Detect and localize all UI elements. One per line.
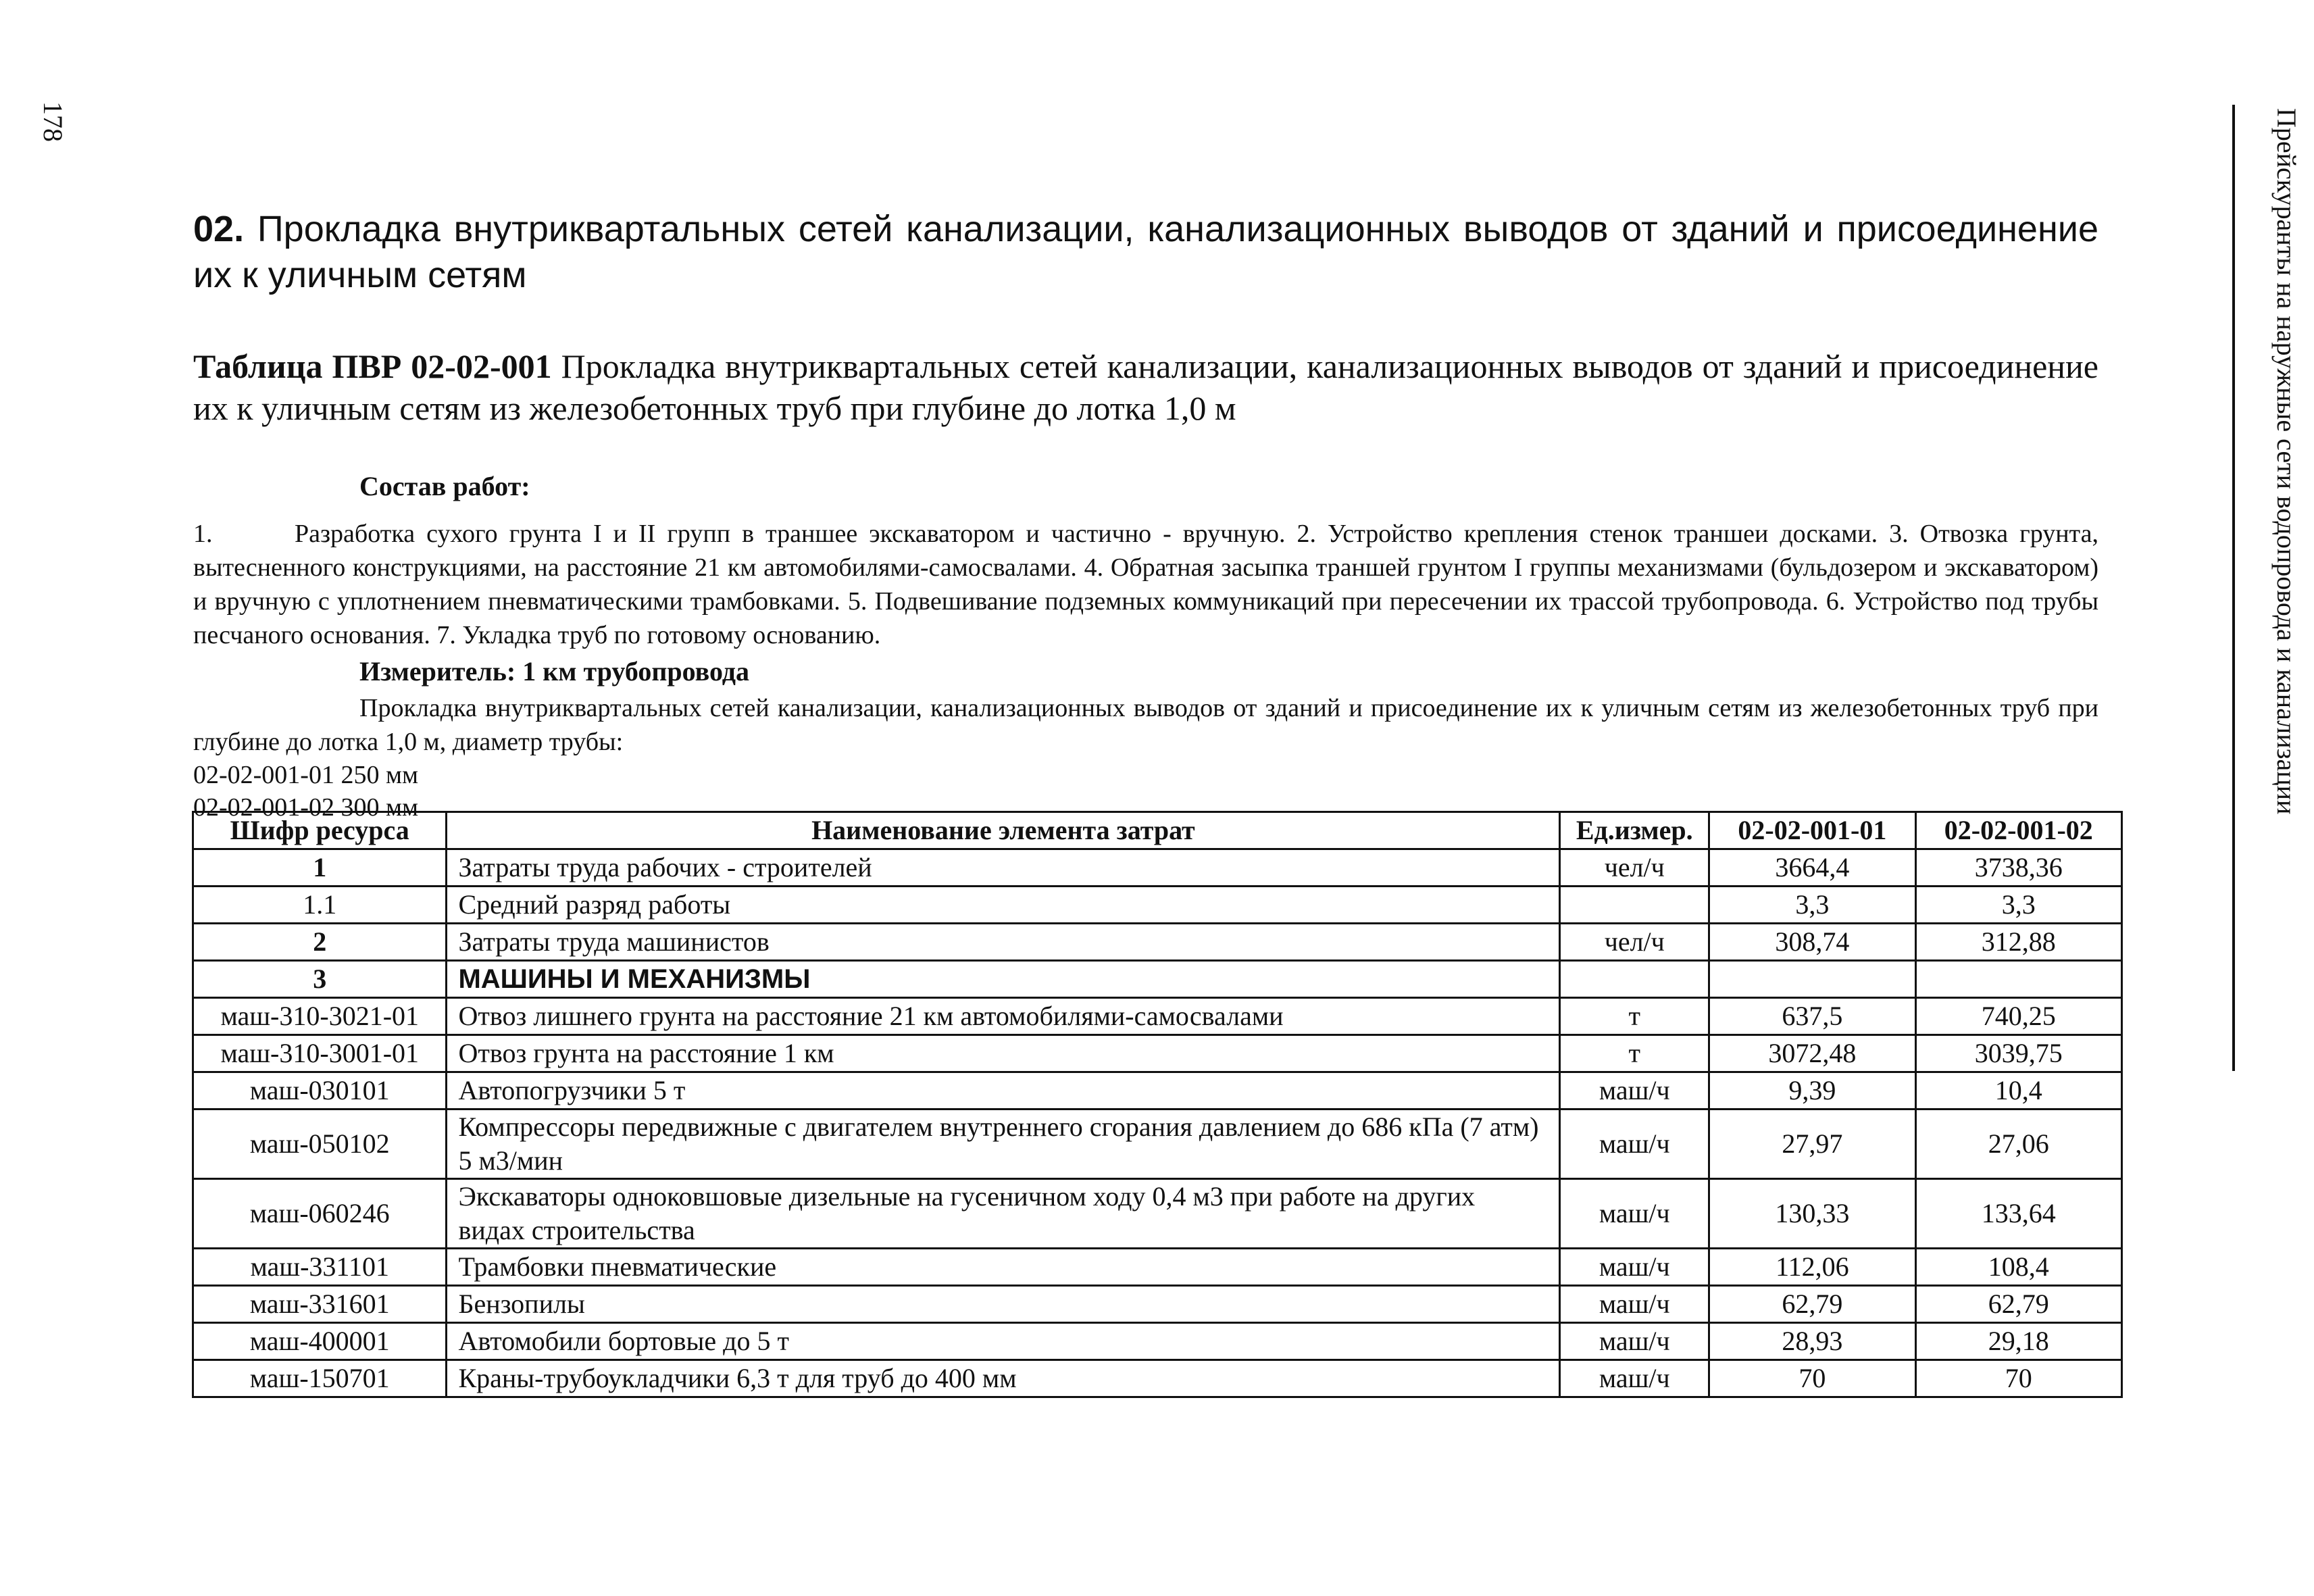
cell-unit: чел/ч <box>1560 924 1709 961</box>
description: Прокладка внутриквартальных сетей канализации, канализационных выводов от зданий и присоединение их к уличным сетям из железобетонных труб при глубине до лотка 1,0 м, диаметр трубы: <box>193 694 2098 756</box>
cell-v1: 27,97 <box>1709 1109 1915 1179</box>
cell-v1: 308,74 <box>1709 924 1915 961</box>
cell-v2: 3738,36 <box>1915 849 2121 887</box>
cell-code: маш-050102 <box>193 1109 447 1179</box>
table-row <box>193 1323 2122 1360</box>
cell-unit <box>1560 887 1709 924</box>
cell-code: маш-150701 <box>193 1360 447 1397</box>
cell-name: Краны-трубоукладчики 6,3 т для труб до 400 мм <box>447 1360 1560 1397</box>
cell-unit: маш/ч <box>1560 1360 1709 1397</box>
cell-code: 2 <box>193 924 447 961</box>
cell-v2: 312,88 <box>1915 924 2121 961</box>
header-code: Шифр ресурса <box>193 812 447 849</box>
cell-name: Отвоз лишнего грунта на расстояние 21 км автомобилями-самосвалами <box>447 998 1560 1035</box>
header-unit: Ед.измер. <box>1560 812 1709 849</box>
cell-code: 1 <box>193 849 447 887</box>
cell-code: маш-060246 <box>193 1179 447 1249</box>
table-title <box>193 345 2098 429</box>
cell-unit: т <box>1560 1035 1709 1072</box>
cell-name: Затраты труда рабочих - строителей <box>447 849 1560 887</box>
cell-unit <box>1560 961 1709 998</box>
table-row <box>193 1035 2122 1072</box>
cell-name: Автопогрузчики 5 т <box>447 1072 1560 1109</box>
page-number: 178 <box>38 101 68 142</box>
running-header: Прейскуранты на наружные сети водопровода и канализации <box>2271 108 2302 815</box>
cell-v1: 62,79 <box>1709 1286 1915 1323</box>
cell-unit: чел/ч <box>1560 849 1709 887</box>
table-row <box>193 998 2122 1035</box>
cell-v1: 112,06 <box>1709 1249 1915 1286</box>
section-title <box>193 206 2098 298</box>
cell-v1: 637,5 <box>1709 998 1915 1035</box>
cell-v2: 3039,75 <box>1915 1035 2121 1072</box>
cell-v2 <box>1915 961 2121 998</box>
cell-unit: маш/ч <box>1560 1179 1709 1249</box>
table-row <box>193 887 2122 924</box>
section-title-text: Прокладка внутриквартальных сетей канализации, канализационных выводов от зданий и присоединение их к уличным сетям <box>193 209 2098 295</box>
cell-code: маш-310-3001-01 <box>193 1035 447 1072</box>
cell-v2: 70 <box>1915 1360 2121 1397</box>
running-header-rule <box>2232 105 2235 1071</box>
cell-v1: 9,39 <box>1709 1072 1915 1109</box>
table-row <box>193 1249 2122 1286</box>
table-title-text: Прокладка внутриквартальных сетей канализации, канализационных выводов от зданий и присоединение их к уличным сетям из железобетонных труб при глубине до лотка 1,0 м <box>193 347 2098 427</box>
table-row <box>193 849 2122 887</box>
section-number: 02. <box>193 209 245 249</box>
works-text: Разработка сухого грунта I и II групп в траншее экскаватором и частично - вручную. 2. Устройство крепления стенок траншеи досками. 3. Отвозка грунта, вытесненного конструкциями, на расстояние 21 км автомобилями-самосвалами. 4. Обратная засыпка траншей грунтом I группы механизмами (бульдозером и экскаватором) и вручную с уплотнением пневматическими трамбовками. 5. Подвешивание подземных коммуникаций при пересечении их трассой трубопровода. 6. Устройство под трубы песчаного основания. 7. Укладка труб по готовому основанию. <box>193 520 2098 649</box>
works-heading: Состав работ: <box>359 471 530 501</box>
cell-unit: маш/ч <box>1560 1323 1709 1360</box>
table-row <box>193 1109 2122 1179</box>
cell-v1: 3,3 <box>1709 887 1915 924</box>
measure-unit: Измеритель: 1 км трубопровода <box>359 656 750 687</box>
cell-v1: 28,93 <box>1709 1323 1915 1360</box>
cell-code: маш-030101 <box>193 1072 447 1109</box>
cell-name: Отвоз грунта на расстояние 1 км <box>447 1035 1560 1072</box>
cell-unit: т <box>1560 998 1709 1035</box>
cell-v2: 108,4 <box>1915 1249 2121 1286</box>
cell-code: маш-400001 <box>193 1323 447 1360</box>
cell-unit: маш/ч <box>1560 1249 1709 1286</box>
cell-code: маш-310-3021-01 <box>193 998 447 1035</box>
table-row <box>193 961 2122 998</box>
cell-name: Средний разряд работы <box>447 887 1560 924</box>
table-row <box>193 1286 2122 1323</box>
cell-code: 3 <box>193 961 447 998</box>
cell-name: Затраты труда машинистов <box>447 924 1560 961</box>
cell-name: Компрессоры передвижные с двигателем внутреннего сгорания давлением до 686 кПа (7 атм) 5 м3/мин <box>447 1109 1560 1179</box>
header-v2: 02-02-001-02 <box>1915 812 2121 849</box>
cell-name: Экскаваторы одноковшовые дизельные на гусеничном ходу 0,4 м3 при работе на других видах строительства <box>447 1179 1560 1249</box>
table-row <box>193 1179 2122 1249</box>
header-name: Наименование элемента затрат <box>447 812 1560 849</box>
cell-v1: 70 <box>1709 1360 1915 1397</box>
cell-name: Трамбовки пневматические <box>447 1249 1560 1286</box>
document-body <box>193 206 2098 824</box>
cell-v1: 3072,48 <box>1709 1035 1915 1072</box>
variant-item: 02-02-001-02 300 мм <box>193 793 419 822</box>
table-label: Таблица ПВР 02-02-001 <box>193 347 552 385</box>
cell-unit: маш/ч <box>1560 1072 1709 1109</box>
cell-v1 <box>1709 961 1915 998</box>
cell-code: маш-331601 <box>193 1286 447 1323</box>
cost-table <box>192 811 2123 1398</box>
cell-v2: 3,3 <box>1915 887 2121 924</box>
table-row <box>193 924 2122 961</box>
variant-item: 02-02-001-01 250 мм <box>193 761 419 789</box>
cell-v2: 740,25 <box>1915 998 2121 1035</box>
cell-v2: 27,06 <box>1915 1109 2121 1179</box>
cell-code: 1.1 <box>193 887 447 924</box>
table-header-row <box>193 812 2122 849</box>
cell-v2: 29,18 <box>1915 1323 2121 1360</box>
table-row <box>193 1360 2122 1397</box>
works-lead-number: 1. <box>193 520 213 548</box>
works-list <box>193 517 2098 652</box>
cell-v1: 3664,4 <box>1709 849 1915 887</box>
cell-v1: 130,33 <box>1709 1179 1915 1249</box>
cell-v2: 62,79 <box>1915 1286 2121 1323</box>
cell-name: Бензопилы <box>447 1286 1560 1323</box>
cell-v2: 10,4 <box>1915 1072 2121 1109</box>
table-row <box>193 1072 2122 1109</box>
cell-name: Автомобили бортовые до 5 т <box>447 1323 1560 1360</box>
header-v1: 02-02-001-01 <box>1709 812 1915 849</box>
cell-name: МАШИНЫ И МЕХАНИЗМЫ <box>447 961 1560 998</box>
cell-unit: маш/ч <box>1560 1109 1709 1179</box>
cell-unit: маш/ч <box>1560 1286 1709 1323</box>
cell-v2: 133,64 <box>1915 1179 2121 1249</box>
cell-code: маш-331101 <box>193 1249 447 1286</box>
